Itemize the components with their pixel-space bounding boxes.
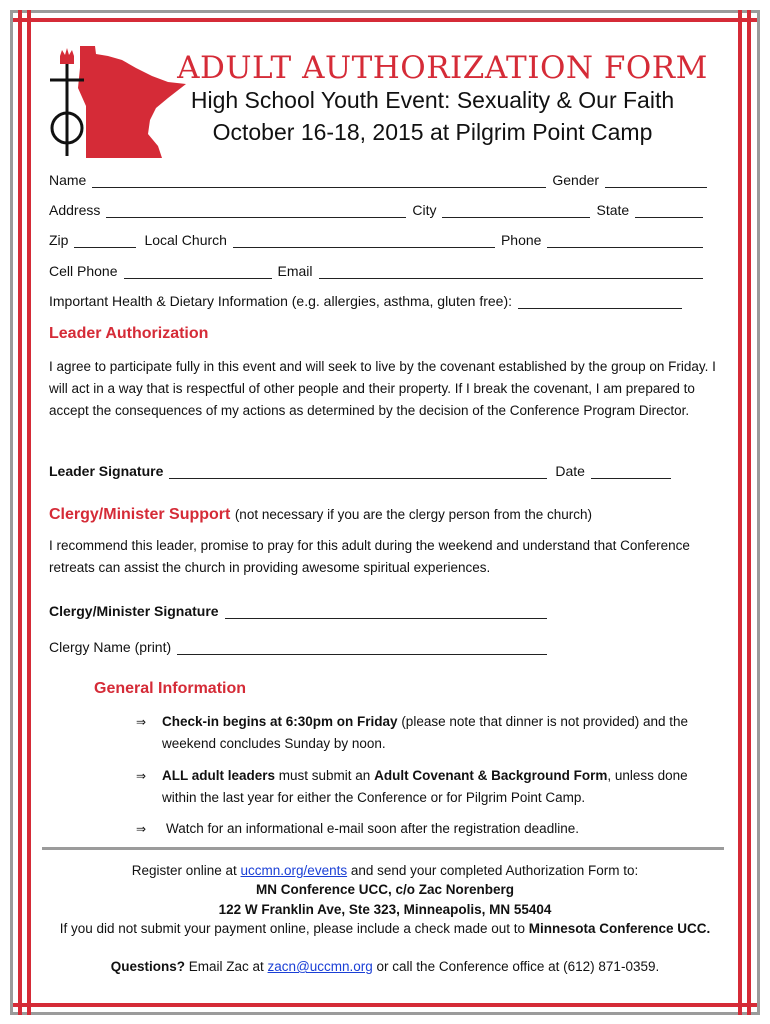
leaders-mid: must submit an <box>275 768 375 783</box>
row-cell-email <box>49 263 708 279</box>
leaders-bold: ALL adult leaders <box>162 768 276 783</box>
row-address <box>49 202 708 218</box>
phone-field[interactable] <box>547 233 703 248</box>
clergy-heading-text: Clergy/Minister Support <box>49 506 231 523</box>
email-field[interactable] <box>319 264 703 279</box>
row-name-gender <box>49 172 708 188</box>
email-notice: Watch for an informational e-mail soon after the registration deadline. <box>166 821 579 836</box>
events-link[interactable]: uccmn.org/events <box>240 863 348 878</box>
info-bullet-leaders <box>136 765 720 809</box>
clergy-heading-note: (not necessary if you are the clergy person from the church) <box>234 507 592 522</box>
clergy-recommend-text: I recommend this leader, promise to pray for this adult during the weekend and understand that Conference retreats can assist the church in providing awesome spiritual experiences. <box>49 538 690 575</box>
row-clergy-name <box>49 639 708 655</box>
state-field[interactable] <box>635 203 703 218</box>
payment-text: If you did not submit your payment online, please include a check made out to <box>59 921 529 936</box>
gender-field[interactable] <box>605 173 707 188</box>
address-label: Address <box>49 202 101 218</box>
covenant-form-name: Adult Covenant & Background Form <box>374 768 608 783</box>
date-label: Date <box>555 463 585 479</box>
leader-authorization-heading: Leader Authorization <box>49 325 209 342</box>
questions-label: Questions? <box>110 959 186 974</box>
border-right-red-2 <box>738 10 742 1015</box>
health-info-field[interactable] <box>518 294 682 309</box>
arrow-right-icon: ⇒ <box>136 715 147 729</box>
local-church-label: Local Church <box>144 232 227 248</box>
clergy-name-label: Clergy Name (print) <box>49 639 172 655</box>
border-top-grey <box>10 10 760 13</box>
checkin-note: (please note that dinner is not provided) and the weekend concludes Sunday by noon. <box>162 714 689 751</box>
border-bottom-grey <box>10 1012 760 1015</box>
border-left-red <box>18 10 22 1015</box>
minnesota-ucc-logo <box>40 42 190 164</box>
address-field[interactable] <box>106 203 406 218</box>
footer-payment <box>34 919 736 939</box>
general-information-heading: General Information <box>94 680 247 697</box>
info-bullet-checkin <box>136 711 720 755</box>
border-right-grey <box>757 10 760 1015</box>
footer-register <box>34 861 736 881</box>
payee-name: Minnesota Conference UCC. <box>528 921 711 936</box>
name-label: Name <box>49 172 87 188</box>
footer-address-name: MN Conference UCC, c/o Zac Norenberg <box>255 882 515 897</box>
email-label: Email <box>277 263 313 279</box>
clergy-signature-field[interactable] <box>225 604 547 619</box>
register-text: Register online at <box>131 863 241 878</box>
phone-label: Phone <box>500 232 542 248</box>
border-right-red <box>747 10 751 1015</box>
name-field[interactable] <box>92 173 546 188</box>
cell-phone-label: Cell Phone <box>49 263 118 279</box>
leaders-rest: , unless done within the last year for either the Conference or for Pilgrim Point Camp. <box>162 768 688 805</box>
zip-field[interactable] <box>74 233 136 248</box>
questions-phone: or call the Conference office at (612) 871-0359. <box>372 959 660 974</box>
checkin-time: Check-in begins at 6:30pm on Friday <box>162 714 398 729</box>
local-church-field[interactable] <box>233 233 495 248</box>
border-left-grey <box>10 10 13 1015</box>
health-info-label: Important Health & Dietary Information (e.g. allergies, asthma, gluten free): <box>49 293 512 309</box>
city-field[interactable] <box>442 203 590 218</box>
leader-signature-label: Leader Signature <box>49 463 164 479</box>
event-subtitle: High School Youth Event: Sexuality & Our Faith <box>190 87 675 113</box>
border-top-red <box>10 18 760 22</box>
footer-questions <box>34 957 736 977</box>
gender-label: Gender <box>552 172 600 188</box>
row-zip-church-phone <box>49 232 708 248</box>
clergy-support-heading <box>49 506 592 524</box>
clergy-name-field[interactable] <box>177 640 547 655</box>
row-clergy-signature <box>49 603 708 619</box>
leader-covenant-text: I agree to participate fully in this event and will seek to live by the covenant established by the group on Friday. I will act in a way that is respectful of other people and their property. If I break the covenant, I am prepared to accept the consequences of my actions as determined by the decision of the Conference Program Director. <box>49 359 716 418</box>
footer-street-address: 122 W Franklin Ave, Ste 323, Minneapolis, MN 55404 <box>218 902 552 917</box>
email-link[interactable]: zacn@uccmn.org <box>267 959 373 974</box>
event-dates: October 16-18, 2015 at Pilgrim Point Camp <box>212 119 653 145</box>
clergy-signature-label: Clergy/Minister Signature <box>49 603 219 619</box>
border-bottom-red <box>10 1003 760 1007</box>
info-bullet-email <box>136 818 720 840</box>
city-label: City <box>412 202 437 218</box>
row-leader-signature <box>49 463 708 479</box>
cell-phone-field[interactable] <box>124 264 272 279</box>
row-health <box>49 293 708 309</box>
footer-divider <box>42 847 724 850</box>
arrow-right-icon: ⇒ <box>136 822 147 836</box>
border-left-red-2 <box>27 10 31 1015</box>
zip-label: Zip <box>49 232 69 248</box>
questions-text: Email Zac at <box>185 959 268 974</box>
state-label: State <box>596 202 630 218</box>
form-title: ADULT AUTHORIZATION FORM <box>177 50 708 86</box>
leader-signature-field[interactable] <box>169 464 547 479</box>
date-field[interactable] <box>591 464 671 479</box>
arrow-right-icon: ⇒ <box>136 769 147 783</box>
register-text-2: and send your completed Authorization Form to: <box>347 863 639 878</box>
